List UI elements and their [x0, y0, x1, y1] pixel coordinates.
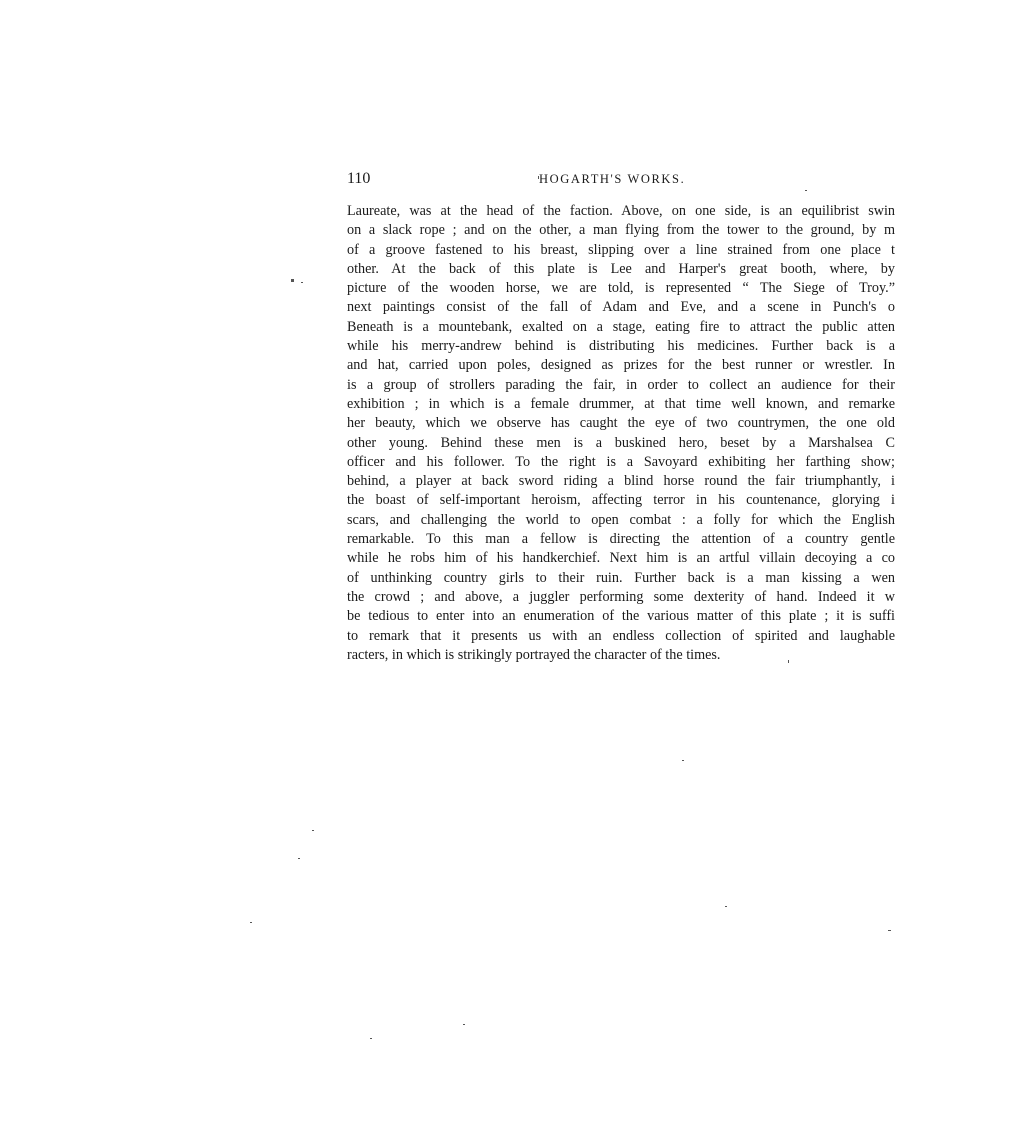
scan-speck [291, 279, 294, 282]
text-line: racters, in which is strikingly portrayed the character of the times. [347, 646, 721, 663]
text-line: remarkable. To this man a fellow is directing the attention of a country gentle [347, 531, 895, 548]
text-line: picture of the wooden horse, we are told, is represented “ The Siege of Troy.” [347, 280, 895, 297]
text-line: on a slack rope ; and on the other, a man flying from the tower to the ground, by m [347, 222, 895, 239]
text-line: behind, a player at back sword riding a blind horse round the fair triumphantly, i [347, 473, 895, 490]
running-head [347, 170, 895, 192]
body-text [347, 202, 895, 672]
scan-speck [538, 176, 539, 179]
text-line: other. At the back of this plate is Lee and Harper's great booth, where, by [347, 260, 895, 277]
text-line: the crowd ; and above, a juggler performing some dexterity of hand. Indeed it w [347, 588, 895, 605]
scan-speck [298, 858, 300, 859]
scan-speck [805, 190, 807, 191]
text-line: the boast of self-important heroism, affecting terror in his countenance, glorying i [347, 492, 895, 509]
text-line: and hat, carried upon poles, designed as prizes for the best runner or wrestler. In [347, 357, 895, 374]
text-line: be tedious to enter into an enumeration of the various matter of this plate ; it is suffi [347, 608, 895, 625]
text-line: her beauty, which we observe has caught the eye of two countrymen, the one old [347, 415, 895, 432]
text-line: next paintings consist of the fall of Adam and Eve, and a scene in Punch's o [347, 299, 895, 316]
scan-speck [725, 906, 727, 907]
scan-speck [250, 922, 252, 923]
text-line: of unthinking country girls to their ruin. Further back is a man kissing a wen [347, 569, 895, 586]
scan-speck [463, 1024, 465, 1025]
scan-speck [788, 660, 789, 663]
text-line: other young. Behind these men is a buskined hero, beset by a Marshalsea C [347, 434, 895, 451]
text-line: of a groove fastened to his breast, slipping over a line strained from one place t [347, 241, 895, 258]
page-number: 110 [347, 170, 371, 187]
scan-speck [301, 282, 303, 283]
text-line: scars, and challenging the world to open combat : a folly for which the English [347, 511, 895, 528]
text-line: Beneath is a mountebank, exalted on a stage, eating fire to attract the public atten [347, 318, 895, 335]
text-line: is a group of strollers parading the fair, in order to collect an audience for their [347, 376, 895, 393]
text-line: Laureate, was at the head of the faction. Above, on one side, is an equilibrist swin [347, 203, 895, 219]
running-title: HOGARTH'S WORKS. [539, 172, 686, 186]
scan-speck [312, 830, 314, 831]
text-line: officer and his follower. To the right is a Savoyard exhibiting her farthing show; [347, 453, 895, 470]
text-line: exhibition ; in which is a female drummer, at that time well known, and remarke [347, 395, 895, 412]
text-line: while he robs him of his handkerchief. Next him is an artful villain decoying a co [347, 550, 895, 567]
scan-speck [888, 930, 891, 931]
scan-speck [370, 1038, 372, 1039]
text-line: to remark that it presents us with an endless collection of spirited and laughable [347, 627, 895, 644]
scan-speck [682, 760, 684, 761]
text-line: while his merry-andrew behind is distributing his medicines. Further back is a [347, 338, 895, 355]
